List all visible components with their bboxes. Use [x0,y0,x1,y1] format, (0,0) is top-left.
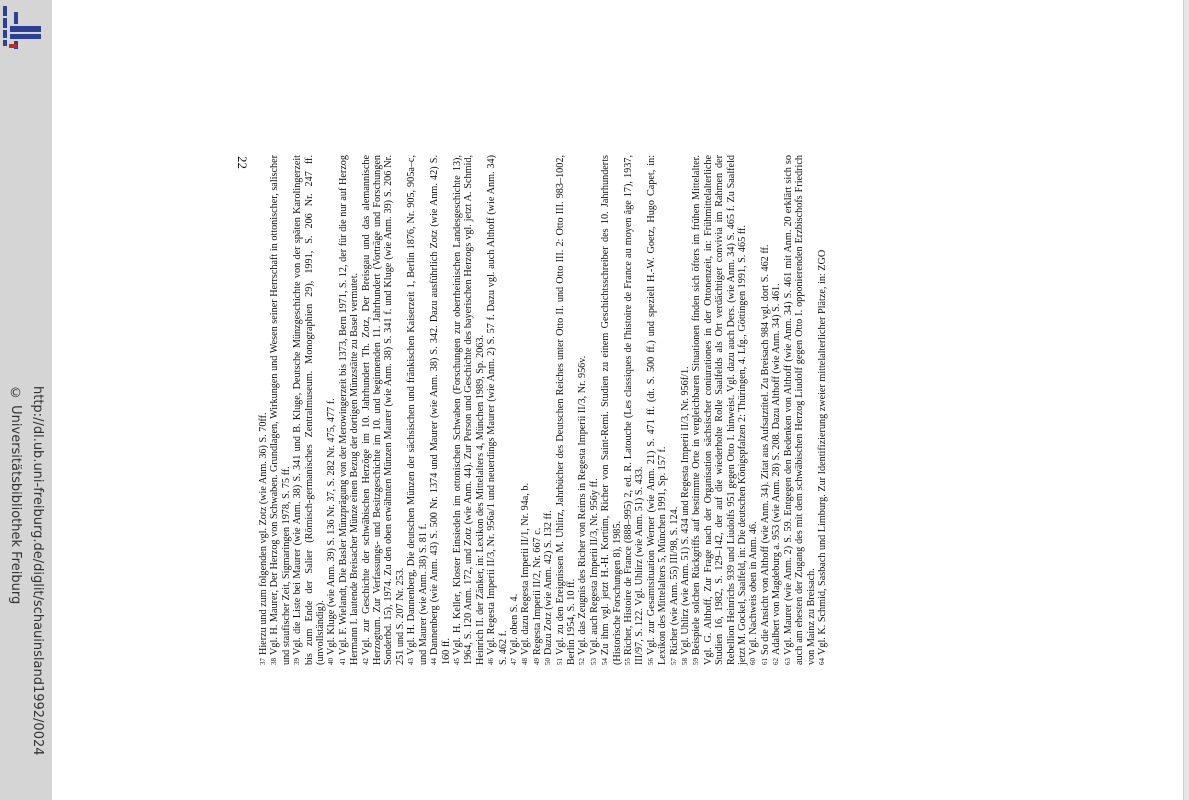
footnote-text: Vgl. Regesta Imperii II/3, Nr. 956a/1 und neuerdings Maurer (wie Anm. 2) S. 57 f. Dazu vgl. auch Althoff (wie Anm. 34) S. 462 f. [486,155,509,665]
footnote-number: 42 [361,658,370,665]
footnote-text: Vgl. H. Keller, Kloster Einsiedeln im ottonischen Schwaben (Forschungen zur oberrheinischen Landesgeschichte 13), 1964, S. 120 Anm. 172, und Zotz (wie Anm. 44). Zur Person und Geschichte des bayerischen Herzogs vgl. jetzt A. Schmid, Heinrich II. der Zänker, in: Lexikon des Mittelalters 4, München 1989, Sp. 2063. [451,155,486,665]
footnote [326,155,337,665]
footnote-text: Vgl. zur Gesamtsituation Werner (wie Anm. 21) S. 471 ff. (dt. S. 500 ff.) und speziell H.-W. Goetz, Hugo Capet, in: Lexikon des Mittelalters 5, München 1991, Sp. 157 f. [645,155,669,665]
footnote-number: 52 [578,658,587,665]
footnote-text: Vgl. zu den Ereignissen M. Uhlirz, Jahrbücher des Deutschen Reiches unter Otto II. und Otto III. 2: Otto III. 983–1002, Berlin 1954, S. 10 ff. [554,155,577,665]
footnote-text: Richer, Histoire de France (888–995) 2, ed. R. Latouche (Les classiques de l'histoire de France au moyen âge 17), 1937, III/97, S. 122. Vgl. Uhlirz (wie Anm. 51) S. 433. [623,155,646,665]
footnote-text: Vgl. auch Regesta Imperii II/3, Nr. 956y ff. [588,478,600,655]
footnote-text: Vgl. Maurer (wie Anm. 2) S. 59. Entgegen den Bedenken von Althoff (wie Anm. 34) S. 461 mit Anm. 20 erklärt sich so auch am ehesten der Zugang des mit dem schwäbischen Herzog Liudolf gegen Otto I. opponierenden Erzbischofs Friedrich von Mainz zu Breisach. [782,155,817,665]
copyright-text: © Universitätsbibliothek Freiburg [8,386,23,605]
footnote [623,155,646,665]
footnote-text: Richer (wie Anm. 55) III/98, S. 124. [668,506,680,655]
footnote [452,155,486,665]
viewer-sidebar [0,0,52,800]
footnote [691,155,748,665]
footnote-number: 47 [509,658,518,665]
page-number: 22 [235,156,250,169]
footnote-number: 51 [555,658,564,665]
footnote-text: Vgl. dazu Regesta Imperii II/1, Nr. 94a, b. [520,482,532,655]
footnote-text: Vgl. H. Maurer, Der Herzog von Schwaben. Grundlagen, Wirkungen und Wesen seiner Herrschaft in ottonischer, salischer und staufischer Zeit, Sigmaringen 1978, S. 75 ff. [269,155,292,665]
footnote [543,155,554,665]
footnote-number: 55 [624,658,632,665]
footnote-text: Zu ihm vgl. jetzt H.-H. Kortüm, Richer von Saint-Remi. Studien zu einem Geschichtsschreiber des 10. Jahrhunderts (Historische Forschungen 8), 1985. [600,155,623,665]
footnote [361,155,407,665]
footnote-number: 58 [681,658,690,665]
footnote-text: Regesta Imperii II/2, Nr. 667 c. [531,527,543,655]
footnote [783,155,817,665]
footnote-number: 60 [749,658,758,665]
footnote-list [258,155,828,665]
footnote [680,155,691,665]
footnote-number: 53 [589,658,598,665]
footnote-text: Adalbert von Magdeburg a. 953 (wie Anm. 28) S. 208. Dazu Althoff (wie Anm. 34) S. 461. [771,283,783,655]
sidebar-text [4,386,48,786]
footnote-number: 57 [669,658,678,665]
footnote-number: 46 [487,658,496,665]
footnote-number: 59 [692,658,701,665]
footnote-text: Vgl. die Liste bei Maurer (wie Anm. 38) S. 341 und B. Kluge, Deutsche Münzgeschichte von der späten Karolingerzeit bis zum Ende der Salier (Römisch-germanisches Zentralmuseum. Monographien 29), 1991, S. 206 Nr. 247 ff. (unvollständig). [292,155,327,665]
footnote [486,155,509,665]
footnote-text: Dazu Zotz (wie Anm. 42) S. 132 ff. [543,510,555,655]
footnote [520,155,531,665]
footnote [406,155,429,665]
footnote-text: So die Ansicht von Althoff (wie Anm. 34). Zitat aus Aufsatztitel. Zu Breisach 984 vgl. dort S. 462 ff. [759,244,771,655]
footnote [555,155,578,665]
footnote [817,155,828,665]
footnote-number: 41 [338,658,347,665]
footnote-number: 45 [452,658,461,665]
footnote-text: Vgl. das Zeugnis des Richer von Reims in Regesta Imperii II/3, Nr. 956v. [577,355,589,655]
footnote [600,155,623,665]
footnote-text: Dannenberg (wie Anm. 43) S. 500 Nr. 1374 und Maurer (wie Anm. 38) S. 342. Dazu ausführlich Zotz (wie Anm. 42) S. 160 ff. [429,155,452,665]
footnote-number: 61 [760,658,769,665]
footnote-text: Vgl. oben S. 4. [508,593,520,655]
permalink-url[interactable]: http://dl.ub.uni-freiburg.de/diglit/schauinsland1992/0024 [30,386,45,756]
footnote-number: 49 [532,658,541,665]
footnote [669,155,680,665]
footnote-number: 38 [270,658,279,665]
footnote [338,155,361,665]
footnote-text: Vgl. zur Geschichte der schwäbischen Herzöge im 10. Jahrhundert Th. Zotz, Der Breisgau und das alemannische Herzogtum. Zur Verfassungs- und Besitzgeschichte im 10. und beginnenden 11. Jahrhundert (Vorträge und Forschungen Sonderbd. 15), 1974. Zu den oben erwähnten Münzen Maurer (wie Anm. 38) S. 341 f. und Kluge (wie Anm. 39) S. 206 Nr. 251 und S. 207 Nr. 253. [360,155,406,665]
footnote-number: 43 [407,658,416,665]
footnote [532,155,543,665]
footnote-number: 40 [327,658,336,665]
scrollbar[interactable] [1183,0,1189,800]
footnote [258,155,269,665]
footnote [760,155,771,665]
footnote-text: Vgl. Kluge (wie Anm. 39) S. 136 Nr. 37, S. 282 Nr. 475, 477 f. [326,398,338,655]
footnote [269,155,292,665]
footnote-number: 37 [259,658,267,665]
footnote-number: 63 [783,658,792,665]
footnote-text: Vgl. H. Dannenberg, Die deutschen Münzen der sächsischen und fränkischen Kaiserzeit 1, Berlin 1876, Nr. 905, 905a–c, und Maurer (wie Anm. 38) S. 81 f. [406,155,429,665]
footnote-number: 54 [601,658,610,665]
footnote-number: 62 [772,658,781,665]
footnote [292,155,326,665]
footnote [771,155,782,665]
footnote-text: Vgl. K. Schmid, Sasbach und Limburg. Zur Identifizierung zweier mittelalterlicher Plätze, in: ZGO [816,249,828,655]
footnote [646,155,669,665]
footnote-text: Vgl. Nachweis oben in Anm. 46. [748,521,760,655]
footnote-text: Vgl. Uhlirz (wie Anm. 51) S. 434 und Regesta Imperii II/3, Nr. 956f/1. [680,366,692,655]
footnote-number: 64 [817,658,826,665]
footnote [748,155,759,665]
footnotes-block [258,0,828,665]
footnote-text: Vgl. F. Wielandt, Die Basler Münzprägung von der Merowingerzeit bis 1373, Bern 1971, S. 12, der für die nur auf Herzog Hermann I. lautende Breisacher Münze einen Bezug der dortigen Münzstätte zu Basel vermutet. [337,155,361,665]
footnote [577,155,588,665]
footnote-number: 48 [521,658,530,665]
footnote [589,155,600,665]
footnote-number: 39 [293,658,302,665]
footnote [509,155,520,665]
footnote-text: Hierzu und zum folgenden vgl. Zotz (wie Anm. 36) S. 70ff. [258,412,269,655]
footnote-text: Beispiele solchen Rückgriffs auf bestimmte Orte in vergleichbaren Situationen finden sich öfters im frühen Mittelalter. Vgl. G. Althoff, Zur Frage nach der Organisation sächsischer coniurationes in der Ottonenzeit, in: Frühmittelalterliche Studien 16, 1982, S. 129–142, der auf die wiederholte Rolle Saalfelds als Ort verdächtiger convivia im Rahmen der Rebellion Heinrichs 939 und Liudolfs 951 gegen Otto I. hinweist. Vgl. dazu auch Ders. (wie Anm. 34) S. 465 f. Zu Saalfeld jetzt M. Gockel, Saalfeld, in: Die deutschen Königspfalzen 2: Thüringen, 4. Lfg., Göttingen 1991, S. 465 ff. [691,155,749,665]
footnote-number: 44 [430,658,439,665]
footnote-number: 56 [646,658,655,665]
university-logo-icon[interactable] [0,0,52,56]
footnote-number: 50 [544,658,553,665]
footnote [429,155,452,665]
